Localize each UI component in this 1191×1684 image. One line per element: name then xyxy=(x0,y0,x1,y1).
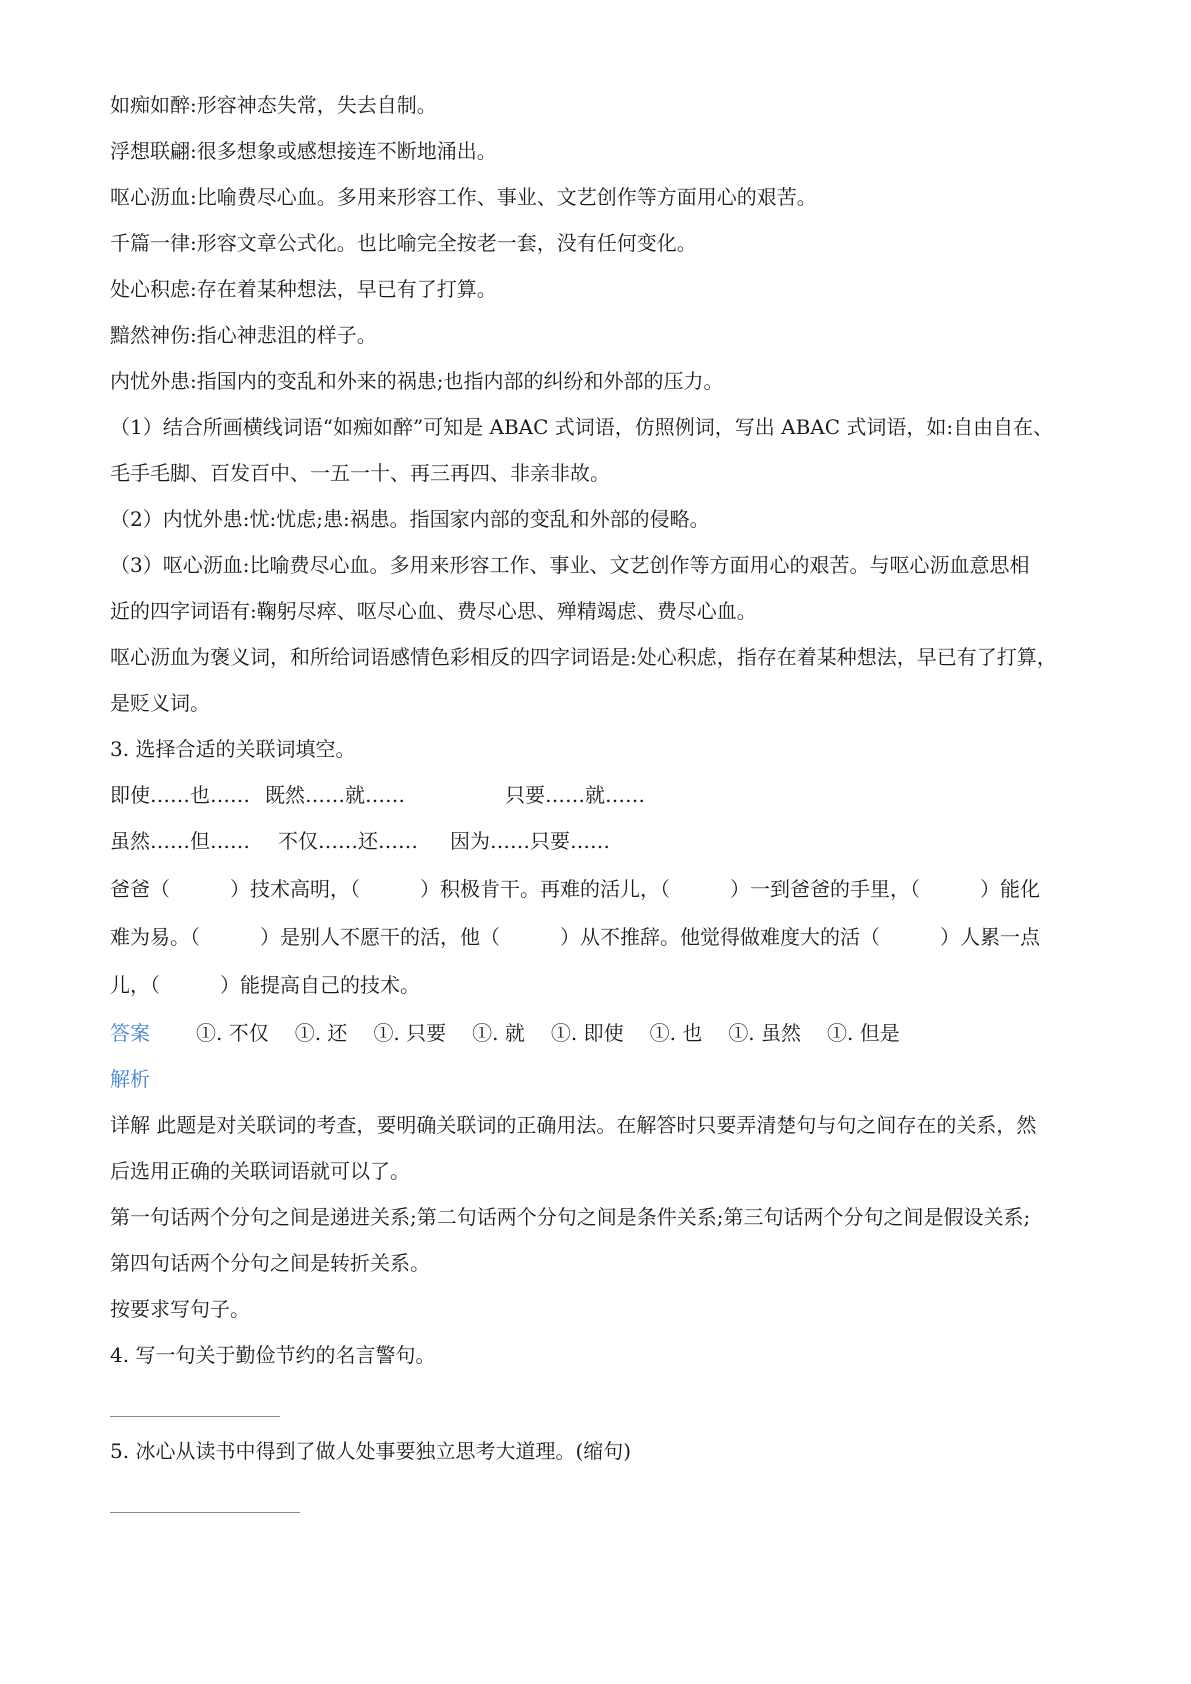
detail-line: 后选用正确的关联词语就可以了。 xyxy=(110,1159,410,1183)
definition-line: 呕心沥血:比喻费尽心血。多用来形容工作、事业、文艺创作等方面用心的艰苦。 xyxy=(110,185,817,209)
fill-blank-paragraph-line: 爸爸（ ）技术高明，（ ）积极肯干。再难的活儿，（ ）一到爸爸的手里，（ ）能化 xyxy=(110,877,1040,901)
definition-line: 如痴如醉:形容神态失常，失去自制。 xyxy=(110,93,437,117)
answer-item: ①. 也 xyxy=(649,1021,703,1045)
question-3-title: 3. 选择合适的关联词填空。 xyxy=(110,737,356,761)
fill-blank-paragraph-line: 难为易。（ ）是别人不愿干的活，他（ ）从不推辞。他觉得做难度大的活（ ）人累一点 xyxy=(110,925,1040,949)
question-5: 5. 冰心从读书中得到了做人处事要独立思考大道理。(缩句) xyxy=(110,1439,632,1463)
explanation-q3-line: 近的四字词语有:鞠躬尽瘁、呕尽心血、费尽心思、殚精竭虑、费尽心血。 xyxy=(110,599,757,623)
answer-blank-line xyxy=(110,1416,280,1417)
answer-blank-line xyxy=(110,1512,300,1513)
answer-item: ①. 就 xyxy=(472,1021,525,1045)
analysis-label: 解析 xyxy=(110,1067,150,1091)
definition-line: 处心积虑:存在着某种想法，早已有了打算。 xyxy=(110,277,497,301)
conjunction-option: 不仅……还…… xyxy=(278,829,418,853)
explanation-q1-line: （1）结合所画横线词语“如痴如醉”可知是 ABAC 式词语，仿照例词，写出 ABAC 式词语，如:自由自在、 xyxy=(110,415,1054,439)
answer-item: ①. 不仅 xyxy=(196,1021,269,1045)
answer-item: ①. 即使 xyxy=(550,1021,624,1045)
fill-blank-paragraph-line: 儿，（ ）能提高自己的技术。 xyxy=(110,973,420,997)
explanation-q3-line: （3）呕心沥血:比喻费尽心血。多用来形容工作、事业、文艺创作等方面用心的艰苦。与呕心沥血意思相 xyxy=(110,553,1030,577)
section-heading: 按要求写句子。 xyxy=(110,1297,250,1321)
conjunction-options-row-2 xyxy=(110,827,610,855)
definition-line: 黯然神伤:指心神悲沮的样子。 xyxy=(110,323,377,347)
answer-label: 答案 xyxy=(110,1021,150,1045)
conjunction-option: 只要……就…… xyxy=(505,783,645,807)
detail-line: 第四句话两个分句之间是转折关系。 xyxy=(110,1251,430,1275)
detail-line: 详解 此题是对关联词的考查，要明确关联词的正确用法。在解答时只要弄清楚句与句之间存在的关系，然 xyxy=(110,1113,1037,1137)
conjunction-option: 虽然……但…… xyxy=(110,829,250,853)
conjunction-option: 因为……只要…… xyxy=(450,829,610,853)
explanation-q2-line: （2）内忧外患:忧:忧虑;患:祸患。指国家内部的变乱和外部的侵略。 xyxy=(110,507,710,531)
conjunction-option: 既然……就…… xyxy=(265,783,405,807)
conjunction-options-row-1 xyxy=(110,781,645,809)
conjunction-option: 即使……也…… xyxy=(110,783,250,807)
answer-item: ①. 还 xyxy=(294,1021,348,1045)
answer-item: ①. 但是 xyxy=(827,1021,900,1045)
definition-line: 内忧外患:指国内的变乱和外来的祸患;也指内部的纠纷和外部的压力。 xyxy=(110,369,724,393)
answer-item: ①. 只要 xyxy=(373,1021,447,1045)
detail-line: 第一句话两个分句之间是递进关系;第二句话两个分句之间是条件关系;第三句话两个分句之间是假设关系; xyxy=(110,1205,1031,1229)
answer-item: ①. 虽然 xyxy=(728,1021,802,1045)
definition-line: 千篇一律:形容文章公式化。也比喻完全按老一套，没有任何变化。 xyxy=(110,231,697,255)
definition-line: 浮想联翩:很多想象或感想接连不断地涌出。 xyxy=(110,139,497,163)
explanation-q3-line: 是贬义词。 xyxy=(110,691,210,715)
question-4: 4. 写一句关于勤俭节约的名言警句。 xyxy=(110,1343,436,1367)
explanation-q1-line: 毛手毛脚、百发百中、一五一十、再三再四、非亲非故。 xyxy=(110,461,610,485)
answer-row xyxy=(110,1019,926,1047)
explanation-q3-line: 呕心沥血为褒义词，和所给词语感情色彩相反的四字词语是:处心积虑，指存在着某种想法，早已有了打算， xyxy=(110,645,1057,669)
